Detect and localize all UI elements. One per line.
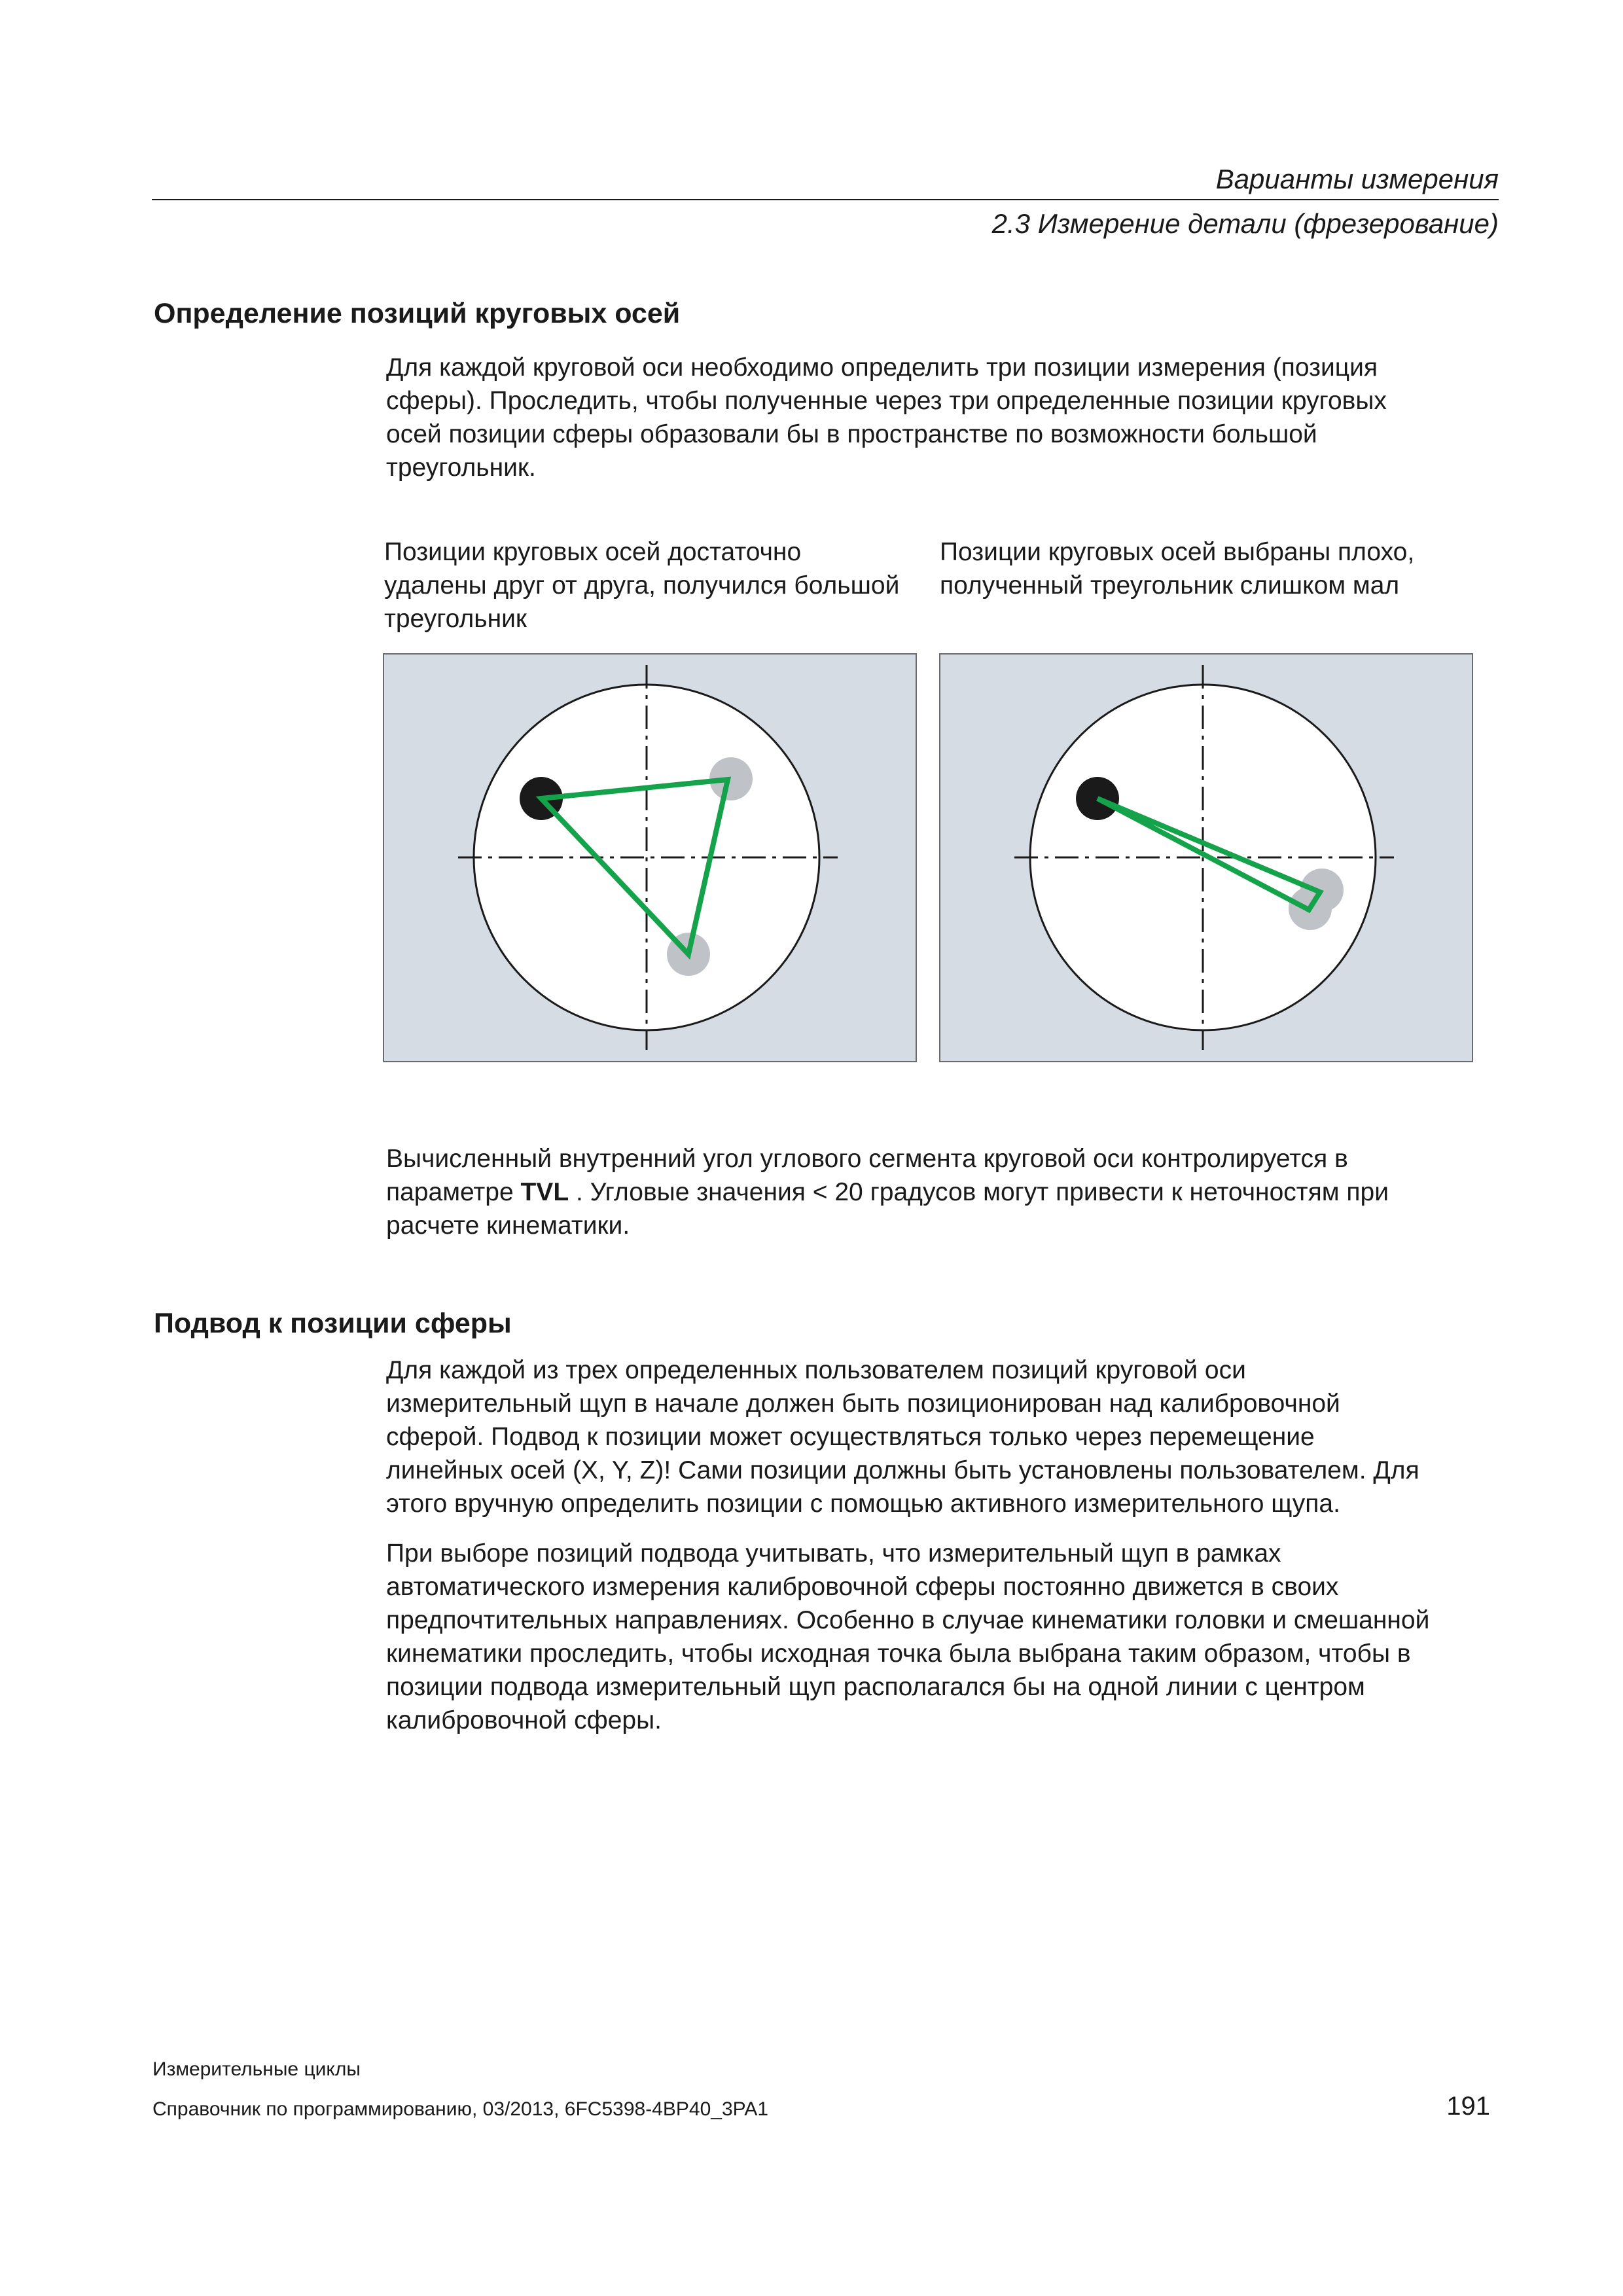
caption-line: удалены друг от друга, получился большой	[384, 571, 900, 600]
intro-line: осей позиции сферы образовали бы в пространстве по возможности большой	[386, 420, 1317, 448]
caption-good-positions	[384, 535, 899, 636]
intro-line: сферы). Проследить, чтобы полученные через три определенные позиции круговых	[386, 387, 1387, 415]
approach-paragraph-2	[386, 1537, 1512, 1737]
figure-good-positions	[383, 653, 917, 1062]
figure-bad-positions	[939, 653, 1473, 1062]
tvl-parameter: TVL	[520, 1178, 569, 1206]
para-line: Для каждой из трех определенных пользователем позиций круговой оси	[386, 1356, 1246, 1384]
caption-line: Позиции круговых осей достаточно	[384, 538, 802, 566]
intro-line: Для каждой круговой оси необходимо определить три позиции измерения (позиция	[386, 353, 1378, 382]
note-text: параметре	[386, 1178, 521, 1206]
tvl-note-paragraph	[386, 1142, 1512, 1242]
para-line: сферой. Подвод к позиции может осуществляться только через перемещение	[386, 1423, 1315, 1451]
para-line: линейных осей (X, Y, Z)! Сами позиции должны быть установлены пользователем. Для	[386, 1456, 1419, 1484]
caption-line: треугольник	[384, 605, 527, 633]
intro-paragraph	[386, 351, 1512, 484]
footer-manual-info: Справочник по программированию, 03/2013, 6FC5398-4BP40_3PA1	[152, 2098, 769, 2120]
page-number: 191	[1446, 2092, 1490, 2121]
note-line: Вычисленный внутренний угол углового сегмента круговой оси контролируется в	[386, 1145, 1348, 1173]
section-heading-rotary-axes: Определение позиций круговых осей	[154, 298, 681, 329]
running-header-chapter: Варианты измерения	[1215, 164, 1499, 194]
footer-manual-title: Измерительные циклы	[152, 2058, 361, 2080]
header-rule	[152, 199, 1499, 200]
para-line: При выборе позиций подвода учитывать, что измерительный щуп в рамках	[386, 1539, 1281, 1568]
intro-line: треугольник.	[386, 454, 536, 482]
para-line: кинематики проследить, чтобы исходная точка была выбрана таким образом, чтобы в	[386, 1640, 1411, 1668]
note-text: . Угловые значения < 20 градусов могут привести к неточностям при	[569, 1178, 1389, 1206]
caption-line: Позиции круговых осей выбраны плохо,	[940, 538, 1415, 566]
running-header-section: 2.3 Измерение детали (фрезерование)	[991, 208, 1499, 239]
para-line: измерительный щуп в начале должен быть позиционирован над калибровочной	[386, 1390, 1340, 1418]
para-line: калибровочной сферы.	[386, 1706, 662, 1734]
approach-paragraph-1	[386, 1354, 1512, 1520]
para-line: позиции подвода измерительный щуп располагался бы на одной линии с центром	[386, 1673, 1365, 1701]
note-line: расчете кинематики.	[386, 1211, 630, 1240]
para-line: автоматического измерения калибровочной сферы постоянно движется в своих	[386, 1573, 1339, 1601]
caption-line: полученный треугольник слишком мал	[940, 571, 1400, 600]
note-line	[386, 1175, 1512, 1209]
para-line: этого вручную определить позиции с помощью активного измерительного щупа.	[386, 1490, 1340, 1518]
section-heading-sphere-approach: Подвод к позиции сферы	[154, 1308, 512, 1339]
para-line: предпочтительных направлениях. Особенно в случае кинематики головки и смешанной	[386, 1606, 1430, 1634]
caption-bad-positions	[940, 535, 1414, 602]
